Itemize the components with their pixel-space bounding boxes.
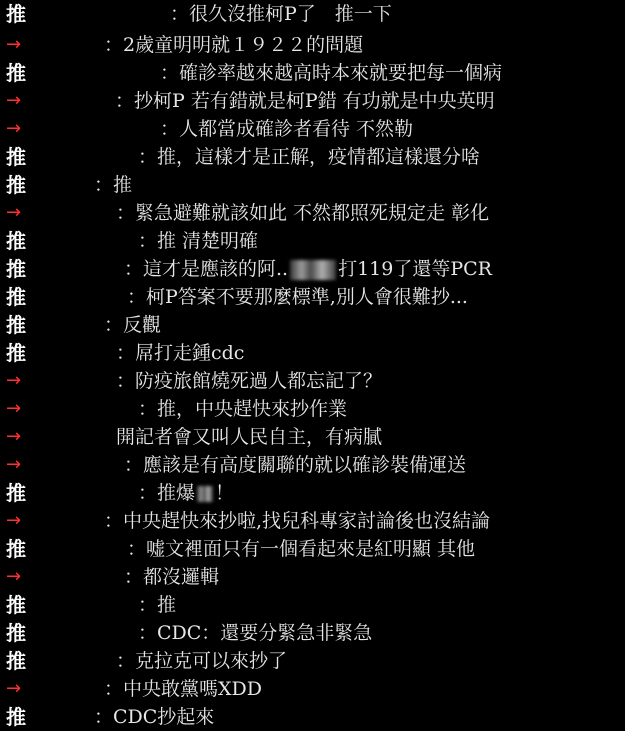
arrow-icon: → [6, 426, 22, 447]
comment-text: ：嘘文裡面只有一個看起來是紅明顯 其他 [127, 538, 476, 560]
comment-row [0, 0, 625, 28]
comment-text: ：防疫旅館燒死過人都忘記了？ [116, 370, 383, 392]
comment-text: ：抄柯P 若有錯就是柯P錯 有功就是中央英明 [115, 90, 495, 112]
comment-row [0, 283, 625, 311]
push-tag: 推 [6, 285, 26, 309]
comment-row [0, 255, 625, 283]
comment-row [0, 171, 625, 199]
comment-row [0, 59, 625, 87]
arrow-icon: → [6, 566, 22, 587]
comment-text: ：推，這樣才是正解，疫情都這樣還分啥 [138, 146, 481, 168]
comment-text: ：2歲童明明就１９２２的問題 [104, 34, 364, 56]
push-tag: 推 [6, 173, 26, 197]
comment-row [0, 675, 625, 703]
comment-text-part: ：這才是應該的阿.. [124, 258, 289, 280]
push-tag: 推 [6, 229, 26, 253]
comment-text: ：都沒邏輯 [124, 566, 220, 588]
push-tag: 推 [6, 705, 26, 729]
comment-row [0, 227, 625, 255]
comment-row [0, 87, 625, 115]
comment-text [124, 257, 492, 281]
push-tag: 推 [6, 2, 26, 26]
censored-mosaic [290, 260, 336, 280]
comment-text: ：推 [138, 594, 177, 616]
comment-row [0, 199, 625, 227]
push-tag: 推 [6, 61, 26, 85]
censored-mosaic [197, 486, 213, 502]
comment-row [0, 423, 625, 451]
comment-row [0, 479, 625, 507]
comment-text: ：推 清楚明確 [138, 230, 259, 252]
push-tag: 推 [6, 341, 26, 365]
push-tag: 推 [6, 313, 26, 337]
comment-row [0, 115, 625, 143]
comment-row [0, 647, 625, 675]
comment-row [0, 339, 625, 367]
arrow-icon: → [6, 90, 22, 111]
comment-text: ：克拉克可以來抄了 [116, 650, 288, 672]
comment-text-part: ：推爆 [138, 482, 196, 504]
push-tag: 推 [6, 257, 26, 281]
comment-row [0, 619, 625, 647]
push-tag: 推 [6, 593, 26, 617]
comment-text: ：CDC：還要分緊急非緊急 [138, 622, 373, 644]
comment-text: ：CDC抄起來 [94, 706, 215, 728]
comment-row [0, 311, 625, 339]
comment-text: ：人都當成確診者看待 不然勒 [160, 118, 414, 140]
comment-text: ：中央敢黨嗎XDD [104, 678, 262, 700]
comment-text [138, 481, 234, 505]
comment-row [0, 451, 625, 479]
comment-text: ：推 [94, 174, 133, 196]
comment-row [0, 143, 625, 171]
push-tag: 推 [6, 537, 26, 561]
comment-row [0, 703, 625, 731]
comment-row [0, 31, 625, 59]
comment-text: ：柯P答案不要那麼標準,別人會很難抄... [127, 286, 468, 308]
comment-row [0, 563, 625, 591]
arrow-icon: → [6, 678, 22, 699]
arrow-icon: → [6, 118, 22, 139]
comment-row [0, 535, 625, 563]
comment-text: ：屌打走鍾cdc [116, 342, 245, 364]
comment-text: ：中央趕快來抄啦,找兒科專家討論後也沒結論 [104, 510, 491, 532]
push-tag: 推 [6, 621, 26, 645]
arrow-icon: → [6, 454, 22, 475]
comment-row [0, 507, 625, 535]
arrow-icon: → [6, 370, 22, 391]
comment-text-part: ！ [215, 482, 235, 504]
comment-row [0, 395, 625, 423]
push-tag: 推 [6, 145, 26, 169]
comment-text: ：反觀 [104, 314, 162, 336]
comment-text: ：確診率越來越高時本來就要把每一個病 [160, 62, 503, 84]
comment-text: ：緊急避難就該如此 不然都照死規定走 彰化 [116, 202, 490, 224]
push-tag: 推 [6, 481, 26, 505]
push-tag: 推 [6, 649, 26, 673]
comment-text-part: 打119了還等PCR [338, 258, 492, 280]
comment-text: ：很久沒推柯P了 推一下 [170, 3, 392, 25]
arrow-icon: → [6, 510, 22, 531]
arrow-icon: → [6, 398, 22, 419]
comment-text: ：推，中央趕快來抄作業 [138, 398, 348, 420]
comment-row [0, 591, 625, 619]
comment-text: ：應該是有高度關聯的就以確診裝備運送 [124, 454, 467, 476]
arrow-icon: → [6, 34, 22, 55]
arrow-icon: → [6, 202, 22, 223]
comment-text: 開記者會又叫人民自主，有病膩 [116, 426, 383, 448]
comment-row [0, 367, 625, 395]
